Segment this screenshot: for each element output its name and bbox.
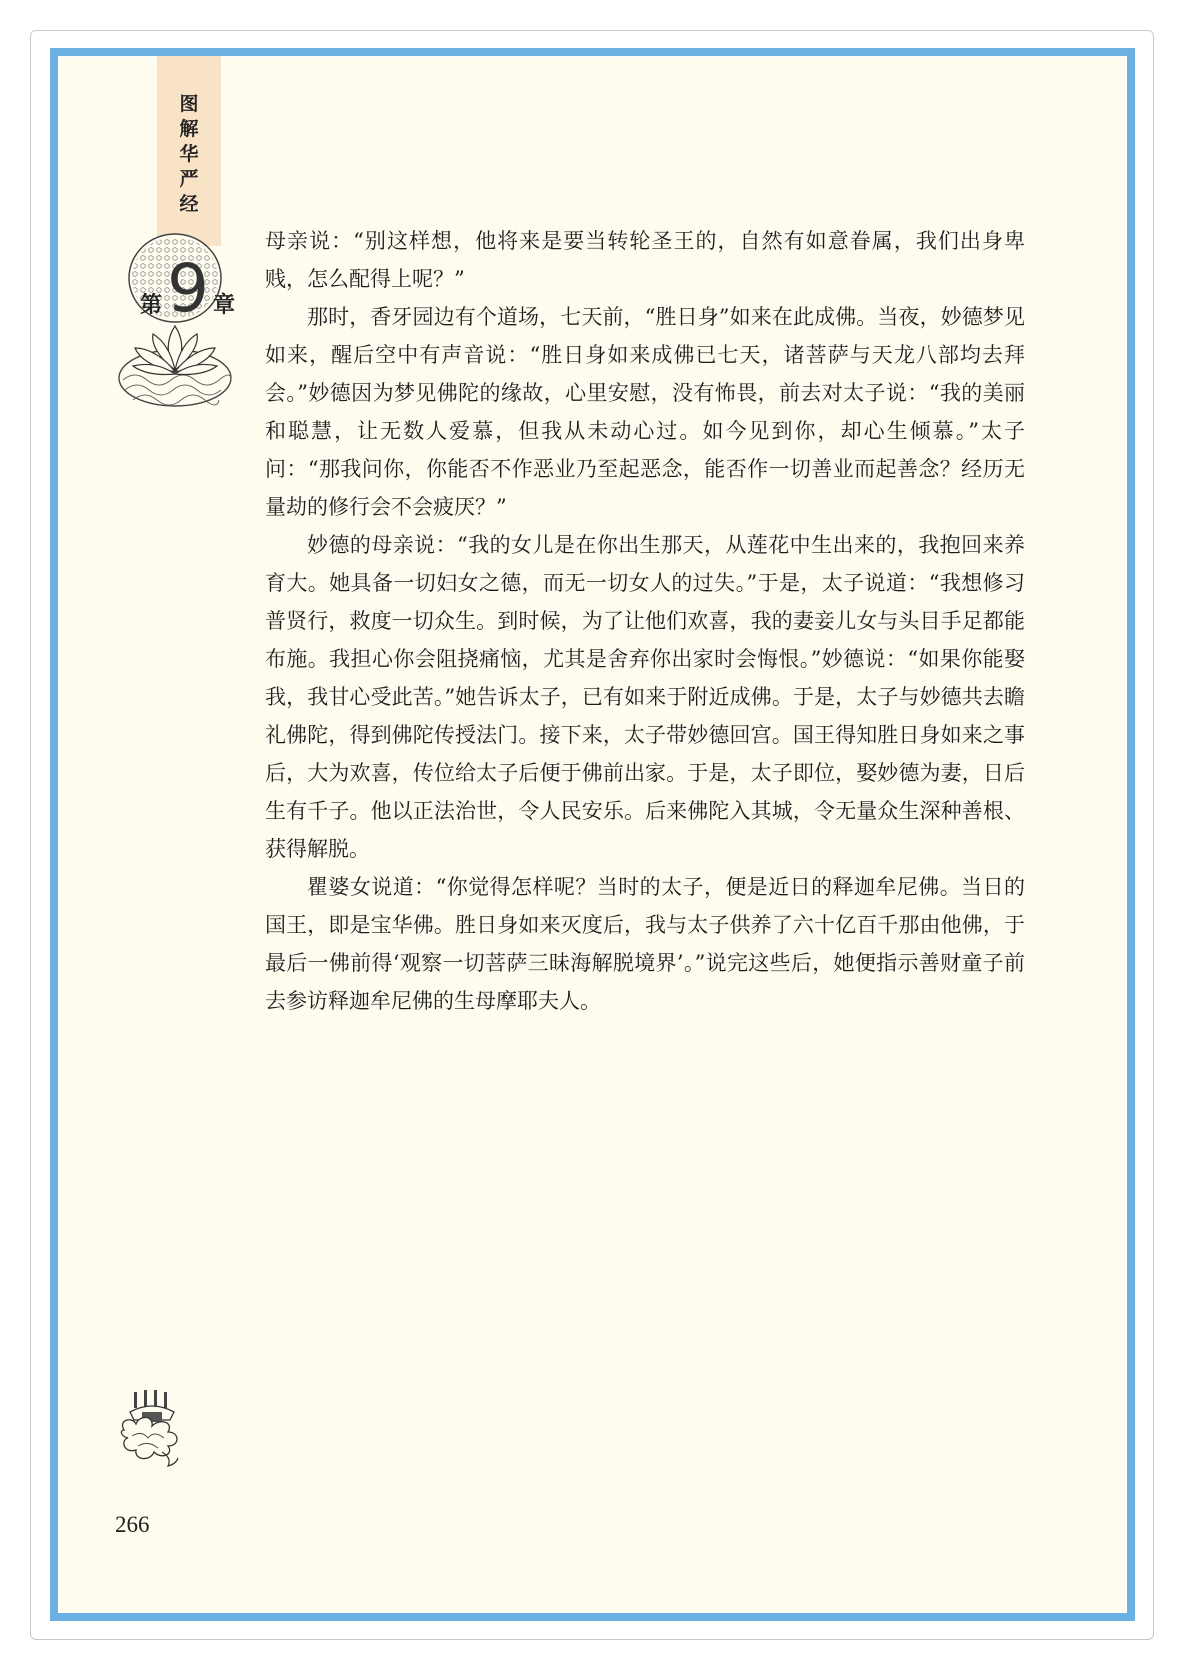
- paragraph: 那时，香牙园边有个道场，七天前，“胜日身”如来在此成佛。当夜，妙德梦见如来，醒后空中有声音说：“胜日身如来成佛已七天，诸菩萨与天龙八部均去拜会。”妙德因为梦见佛陀的缘故，心里安慰，没有怖畏，前去对太子说：“我的美丽和聪慧，让无数人爱慕，但我从未动心过。如今见到你，却心生倾慕。”太子问：“那我问你，你能否不作恶业乃至起恶念，能否作一切善业而起善念？经历无量劫的修行会不会疲厌？”: [265, 305, 1025, 519]
- cloud-ornament-icon: [118, 1390, 188, 1470]
- chapter-prefix: 第: [140, 293, 163, 318]
- chapter-number: 9: [167, 250, 209, 327]
- page-number: 266: [115, 1512, 150, 1537]
- book-title: 图解华严经: [179, 93, 199, 215]
- paragraph: 母亲说：“别这样想，他将来是要当转轮圣王的，自然有如意眷属，我们出身卑贱，怎么配得上呢？”: [265, 229, 1025, 291]
- paragraph: 妙德的母亲说：“我的女儿是在你出生那天，从莲花中生出来的，我抱回来养育大。她具备一切妇女之德，而无一切女人的过失。”于是，太子说道：“我想修习普贤行，救度一切众生。到时候，为了让他们欢喜，我的妻妾儿女与头目手足都能布施。我担心你会阻挠痛恼，尤其是舍弃你出家时会悔恨。”妙德说：“如果你能娶我，我甘心受此苦。”她告诉太子，已有如来于附近成佛。于是，太子与妙德共去瞻礼佛陀，得到佛陀传授法门。接下来，太子带妙德回宫。国王得知胜日身如来之事后，大为欢喜，传位给太子后便于佛前出家。于是，太子即位，娶妙德为妻，日后生有千子。他以正法治世，令人民安乐。后来佛陀入其城，令无量众生深种善根、获得解脱。: [265, 533, 1025, 861]
- chapter-suffix: 章: [213, 293, 236, 318]
- paragraph: 瞿婆女说道：“你觉得怎样呢？当时的太子，便是近日的释迦牟尼佛。当日的国王，即是宝华佛。胜日身如来灭度后，我与太子供养了六十亿百千那由他佛，于最后一佛前得‘观察一切菩萨三昧海解脱境界’。”说完这些后，她便指示善财童子前去参访释迦牟尼佛的生母摩耶夫人。: [265, 875, 1025, 1013]
- body-text: [265, 222, 1025, 1020]
